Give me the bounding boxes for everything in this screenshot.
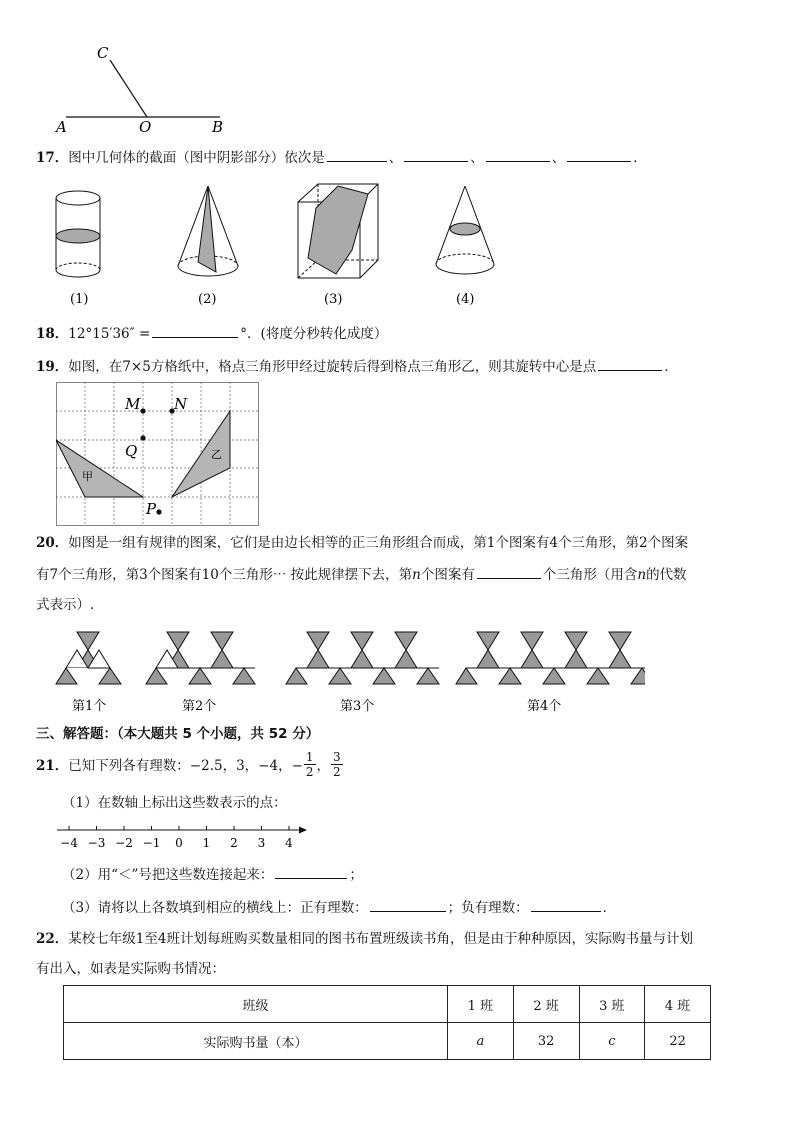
q22-line1: [36, 929, 693, 949]
section-3-title: [36, 724, 319, 744]
q20-line3-text: 式表示）.: [36, 597, 95, 613]
label-a: A: [56, 118, 67, 136]
cone-vertical-section-solid: [178, 186, 238, 276]
q21-part3b: ；负有理数：: [447, 900, 529, 916]
point-q: [140, 435, 145, 440]
q17-sep-1: 、: [388, 150, 403, 166]
figure-label-4: (4): [456, 292, 475, 307]
q17-solids-figure: [40, 178, 520, 313]
label-yi: 乙: [211, 448, 222, 461]
pattern-1: [56, 632, 121, 686]
label-c: C: [97, 44, 109, 62]
section-3-title-text: 三、解答题：（本大题共 5 个小题，共 52 分）: [36, 726, 320, 742]
q19-end: ．: [664, 359, 678, 375]
q22-line2: [36, 959, 225, 979]
q21-number: 21．: [36, 758, 69, 774]
cone-horizontal-section-solid: [436, 186, 494, 274]
table-header-cell: 3 班: [579, 986, 645, 1023]
number-line-arrow: [299, 827, 307, 834]
q17-sep-3: 、: [551, 150, 566, 166]
q22-line1-text: 某校七年级1至4班计划每班购买数量相同的图书布置班级读书角，但是由于种种原因，实际购书量与计划: [68, 931, 693, 947]
label-m: M: [125, 395, 141, 413]
q18-blank[interactable]: [152, 323, 238, 338]
q18-expr: 12°15′36″ =: [68, 326, 151, 342]
table-cell: a: [448, 1023, 514, 1060]
q19-blank[interactable]: [598, 356, 662, 371]
q18-number: 18．: [36, 326, 69, 342]
q21-line: [36, 746, 344, 782]
q20-line2d: 的代数: [646, 567, 687, 583]
table-header-cell: 1 班: [448, 986, 514, 1023]
angle-figure: [50, 40, 250, 140]
q21-frac-den: 2: [333, 764, 341, 779]
table-header-cell: 班级: [64, 986, 448, 1023]
pattern-label-4: 第4个: [527, 699, 562, 714]
q17-blank-4[interactable]: [567, 147, 631, 162]
number-line-tick-label: 1: [202, 836, 211, 850]
q19-grid-figure: [56, 382, 260, 528]
q21-part2b: ；: [349, 867, 363, 883]
q17-line: [36, 147, 647, 168]
number-line: [55, 820, 315, 852]
q21-part3c: ．: [602, 900, 617, 916]
number-line-tick-label: 0: [175, 836, 183, 850]
q20-line3: [36, 595, 94, 615]
number-line-tick-label: −1: [142, 836, 161, 850]
q21-negative-blank[interactable]: [531, 897, 601, 912]
q20-blank[interactable]: [477, 564, 541, 579]
q20-line1: [36, 533, 688, 553]
label-p: P: [146, 500, 157, 518]
number-line-tick-label: −2: [115, 836, 133, 850]
ray-oc: [110, 60, 147, 117]
q21-text: 已知下列各有理数：−2.5，3，−4，−: [68, 758, 303, 774]
q21-part3: [62, 897, 616, 918]
book-purchase-table: [63, 985, 711, 1060]
q17-sep-2: 、: [470, 150, 484, 166]
label-o: O: [139, 118, 152, 136]
label-b: B: [212, 118, 224, 136]
number-line-tick-label: 3: [257, 836, 266, 850]
q19-number: 19．: [36, 359, 69, 375]
q19-line: [36, 356, 678, 377]
q20-line1-text: 如图是一组有规律的图案，它们是由边长相等的正三角形组合而成，第1个图案有4个三角形，第2个图案: [68, 535, 689, 551]
q17-end: ．: [633, 150, 647, 166]
q19-text: 如图，在7×5方格纸中，格点三角形甲经过旋转后得到格点三角形乙，则其旋转中心是点: [68, 359, 597, 375]
pattern-3: [286, 632, 439, 684]
table-cell: c: [579, 1023, 645, 1060]
q21-part2: [62, 864, 363, 885]
q20-line2: [36, 564, 687, 585]
q17-blank-1[interactable]: [327, 147, 387, 162]
q21-fraction-half: [304, 750, 316, 779]
table-row: [64, 1023, 711, 1060]
q22-number: 22．: [36, 931, 69, 947]
q17-blank-2[interactable]: [404, 147, 468, 162]
number-line-tick-label: 4: [285, 836, 293, 850]
figure-label-3: (3): [324, 292, 343, 307]
q21-part3a: （3）请将以上各数填到相应的横线上：正有理数：: [62, 900, 368, 916]
label-jia: 甲: [82, 470, 93, 483]
pattern-4: [456, 632, 645, 684]
q17-number: 17．: [36, 150, 69, 166]
table-header-row: [64, 986, 711, 1023]
table-header-cell: 2 班: [513, 986, 579, 1023]
number-line-tick-label: −3: [87, 836, 106, 850]
table-header-cell: 4 班: [645, 986, 711, 1023]
q21-part1: [62, 793, 287, 813]
q22-line2-text: 有出入，如表是实际购书情况：: [36, 961, 225, 977]
q21-half-num: 1: [305, 749, 314, 764]
q20-line2b: 个图案有: [420, 567, 475, 583]
cylinder-solid: [56, 191, 100, 277]
q21-part2a: （2）用“＜”号把这些数连接起来：: [62, 867, 274, 883]
q21-frac-num: 3: [333, 749, 341, 764]
figure-label-1: (1): [70, 292, 89, 307]
table-cell: 22: [645, 1023, 711, 1060]
q20-pattern-figure: [55, 628, 645, 720]
q20-var-n-2: n: [637, 567, 647, 583]
label-q: Q: [125, 442, 138, 460]
q21-comma: ，: [316, 758, 331, 774]
q21-half-den: 2: [305, 764, 314, 779]
number-line-tick-label: 2: [230, 836, 238, 850]
q21-part1-text: （1）在数轴上标出这些数表示的点：: [62, 795, 287, 811]
pattern-label-1: 第1个: [72, 699, 107, 714]
pattern-label-2: 第2个: [182, 699, 217, 714]
number-line-tick-label: −4: [60, 836, 78, 850]
cube-hexagon-section-solid: [298, 184, 378, 278]
q20-line2c: 个三角形（用含: [542, 567, 638, 583]
table-cell: 实际购书量（本）: [64, 1023, 448, 1060]
pattern-2: [146, 632, 255, 684]
point-p: [156, 509, 161, 514]
q20-number: 20．: [36, 535, 69, 551]
q21-part2-blank[interactable]: [275, 864, 347, 879]
point-m: [140, 408, 145, 413]
figure-label-2: (2): [198, 292, 217, 307]
q21-positive-blank[interactable]: [370, 897, 446, 912]
q21-fraction-three-halves: [331, 750, 343, 779]
label-n: N: [174, 395, 188, 413]
q17-blank-3[interactable]: [486, 147, 550, 162]
pattern-label-3: 第3个: [340, 699, 375, 714]
q18-line: [36, 323, 387, 344]
q18-after: °．(将度分秒转化成度）: [240, 326, 388, 342]
q20-line2a: 有7个三角形，第3个图案有10个三角形⋯ 按此规律摆下去，第: [36, 567, 413, 583]
table-cell: 32: [513, 1023, 579, 1060]
q17-text: 图中几何体的截面（图中阴影部分）依次是: [68, 150, 325, 166]
q20-var-n: n: [412, 567, 421, 583]
